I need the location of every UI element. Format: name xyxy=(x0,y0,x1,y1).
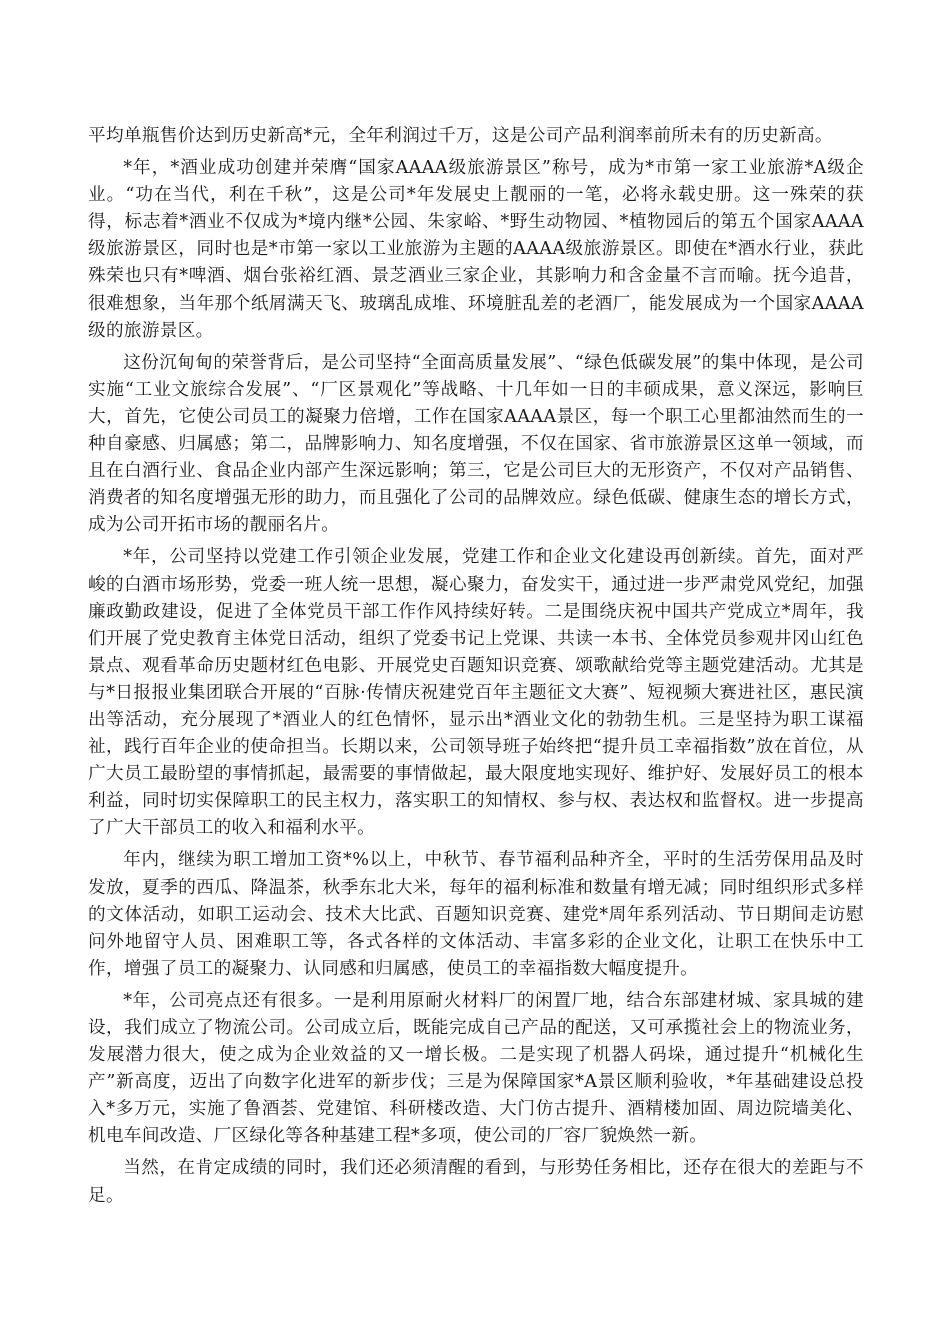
paragraph-1: 平均单瓶售价达到历史新高*元，全年利润过千万，这是公司产品利润率前所未有的历史新高。 xyxy=(88,126,833,146)
paragraph-4: *年，公司坚持以党建工作引领企业发展，党建工作和企业文化建设再创新续。首先，面对严峻的白酒市场形势，党委一班人统一思想，凝心聚力，奋发实干，通过进一步严肃党风党纪，加强廉政勤政建设，促进了全体党员干部工作作风持续好转。二是围绕庆祝中国共产党成立*周年，我们开展了党史教育主体党日活动，组织了党委书记上党课、共读一本书、全体党员参观井冈山红色景点、观看革命历史题材红色电影、开展党史百题知识竞赛、颂歌献给党等主题党建活动。尤其是与*日报报业集团联合开展的“百脉·传情庆祝建党百年主题征文大赛”、短视频大赛进社区，惠民演出等活动，充分展现了*酒业人的红色情怀，显示出*酒业文化的勃勃生机。三是坚持为职工谋福祉，践行百年企业的使命担当。长期以来，公司领导班子始终把“提升员工幸福指数”放在首位，从广大员工最盼望的事情抓起，最需要的事情做起，最大限度地实现好、维护好、发展好员工的根本利益，同时切实保障职工的民主权力，落实职工的知情权、参与权、表达权和监督权。进一步提高了广大干部员工的收入和福利水平。 xyxy=(88,547,864,839)
paragraph-3: 这份沉甸甸的荣誉背后，是公司坚持“全面高质量发展”、“绿色低碳发展”的集中体现，是公司实施“工业文旅综合发展”、“厂区景观化”等战略、十几年如一日的丰硕成果，意义深远，影响巨大，首先，它使公司员工的凝聚力倍增，工作在国家AAAA景区，每一个职工心里都油然而生的一种自豪感、归属感；第二，品牌影响力、知名度增强，不仅在国家、省市旅游景区这单一领域，而且在白酒行业、食品企业内部产生深远影响；第三，它是公司巨大的无形资产，不仅对产品销售、消费者的知名度增强无形的助力，而且强化了公司的品牌效应。绿色低碳、健康生态的增长方式，成为公司开拓市场的靓丽名片。 xyxy=(88,352,864,536)
paragraph-5: 年内，继续为职工增加工资*%以上，中秋节、春节福利品种齐全，平时的生活劳保用品及时发放，夏季的西瓜、降温茶，秋季东北大米，每年的福利标准和数量有增无减；同时组织形式多样的文体活动，如职工运动会、技术大比武、百题知识竞赛、建党*周年系列活动、节日期间走访慰问外地留守人员、困难职工等，各式各样的文体活动、丰富多彩的企业文化，让职工在快乐中工作，增强了员工的凝聚力、认同感和归属感，使员工的幸福指数大幅度提升。 xyxy=(88,850,864,979)
document-body xyxy=(88,123,864,1215)
paragraph-7: 当然，在肯定成绩的同时，我们还必须清醒的看到，与形势任务相比，还存在很大的差距与不足。 xyxy=(88,1158,864,1206)
paragraph-2: *年，*酒业成功创建并荣膺“国家AAAA级旅游景区”称号，成为*市第一家工业旅游*A级企业。“功在当代，利在千秋”，这是公司*年发展史上靓丽的一笔，必将永载史册。这一殊荣的获得，标志着*酒业不仅成为*境内继*公园、朱家峪、*野生动物园、*植物园后的第五个国家AAAA级旅游景区，同时也是*市第一家以工业旅游为主题的AAAA级旅游景区。即使在*酒水行业，获此殊荣也只有*啤酒、烟台张裕红酒、景芝酒业三家企业，其影响力和含金量不言而喻。抚今追昔，很难想象，当年那个纸屑满天飞、玻璃乱成堆、环境脏乱差的老酒厂，能发展成为一个国家AAAA级的旅游景区。 xyxy=(88,158,864,341)
paragraph-6: *年，公司亮点还有很多。一是利用原耐火材料厂的闲置厂地，结合东部建材城、家具城的建设，我们成立了物流公司。公司成立后，既能完成自己产品的配送，又可承揽社会上的物流业务，发展潜力很大，使之成为企业效益的又一增长极。二是实现了机器人码垛，通过提升“机械化生产”新高度，迈出了向数字化进军的新步伐；三是为保障国家*A景区顺利验收，*年基础建设总投入*多万元，实施了鲁酒荟、党建馆、科研楼改造、大门仿古提升、酒精楼加固、周边院墙美化、机电车间改造、厂区绿化等各种基建工程*多项，使公司的厂容厂貌焕然一新。 xyxy=(88,990,864,1147)
